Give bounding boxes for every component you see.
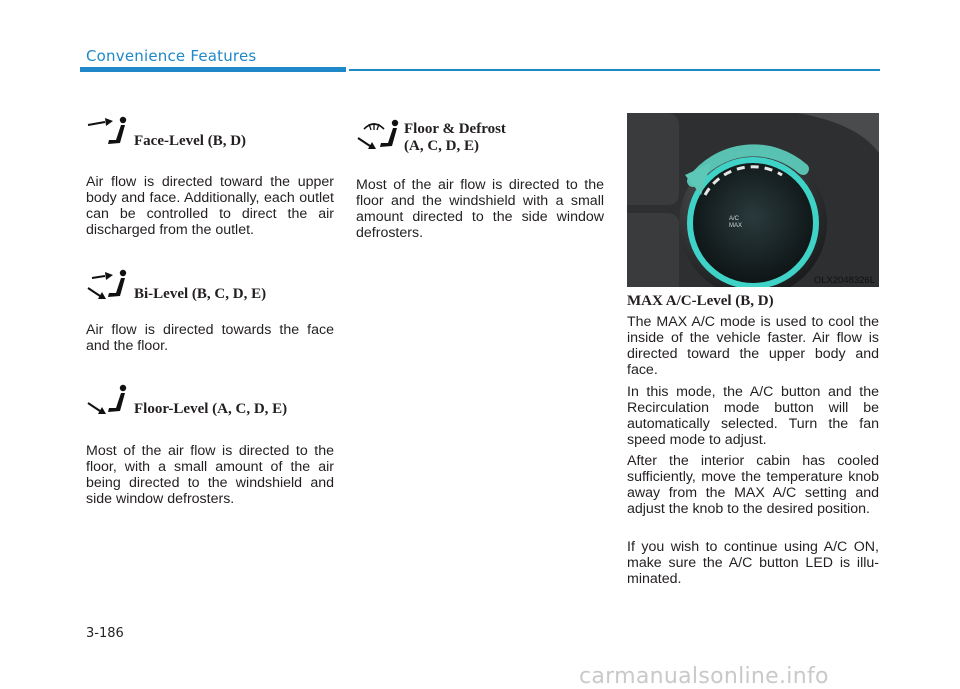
max-ac-paragraph-4: If you wish to continue using A/C ON, make sure the A/C button LED is illu-minated. bbox=[627, 539, 879, 587]
face-level-heading bbox=[86, 115, 246, 151]
bi-level-heading bbox=[86, 268, 266, 304]
header-rule-thick bbox=[80, 67, 346, 72]
floor-level-title: Floor-Level (A, C, D, E) bbox=[134, 401, 288, 417]
face-level-text: Air flow is directed toward the upper body and face. Additionally, each outlet can be controlled to direct the air discharged from the outlet. bbox=[86, 174, 334, 238]
face-level-title: Face-Level (B, D) bbox=[134, 133, 247, 149]
bi-level-title: Bi-Level (B, C, D, E) bbox=[134, 286, 267, 302]
section-title: Convenience Features bbox=[86, 47, 257, 65]
climate-knob-illustration bbox=[627, 113, 879, 287]
max-ac-knob-figure bbox=[627, 113, 879, 287]
max-ac-title: MAX A/C-Level (B, D) bbox=[627, 293, 774, 309]
floor-defrost-icon bbox=[356, 118, 402, 154]
floor-defrost-text: Most of the air flow is directed to the floor and the windshield with a small amount directed to the side window defrosters. bbox=[356, 177, 604, 241]
header-rule-thin bbox=[349, 69, 880, 71]
floor-level-icon bbox=[86, 383, 132, 419]
floor-defrost-heading bbox=[356, 118, 506, 156]
floor-level-heading bbox=[86, 383, 287, 419]
face-level-icon bbox=[86, 115, 132, 151]
max-ac-paragraph-2: In this mode, the A/C button and the Recirculation mode button will be automatically selected. Turn the fan speed mode to adjust. bbox=[627, 384, 879, 448]
bi-level-text: Air flow is directed towards the face and the floor. bbox=[86, 322, 334, 354]
max-ac-paragraph-1: The MAX A/C mode is used to cool the inside of the vehicle faster. Air flow is directed toward the upper body and face. bbox=[627, 314, 879, 378]
floor-level-text: Most of the air flow is directed to the floor, with a small amount of the air being directed to the windshield and side window defrosters. bbox=[86, 443, 334, 507]
knob-label-max: MAX bbox=[729, 223, 743, 229]
floor-defrost-title-line1: Floor & Defrost bbox=[404, 121, 506, 137]
bi-level-icon bbox=[86, 268, 132, 304]
page-number: 3-186 bbox=[86, 626, 124, 641]
max-ac-paragraph-3: After the interior cabin has cooled sufficiently, move the temperature knob away from the MAX A/C setting and adjust the knob to the desired position. bbox=[627, 453, 879, 517]
figure-code: OLX2048326L bbox=[813, 275, 875, 286]
floor-defrost-title-line2: (A, C, D, E) bbox=[404, 138, 479, 154]
watermark: carmanualsonline.info bbox=[579, 664, 829, 689]
knob-label-ac: A/C bbox=[729, 216, 740, 222]
